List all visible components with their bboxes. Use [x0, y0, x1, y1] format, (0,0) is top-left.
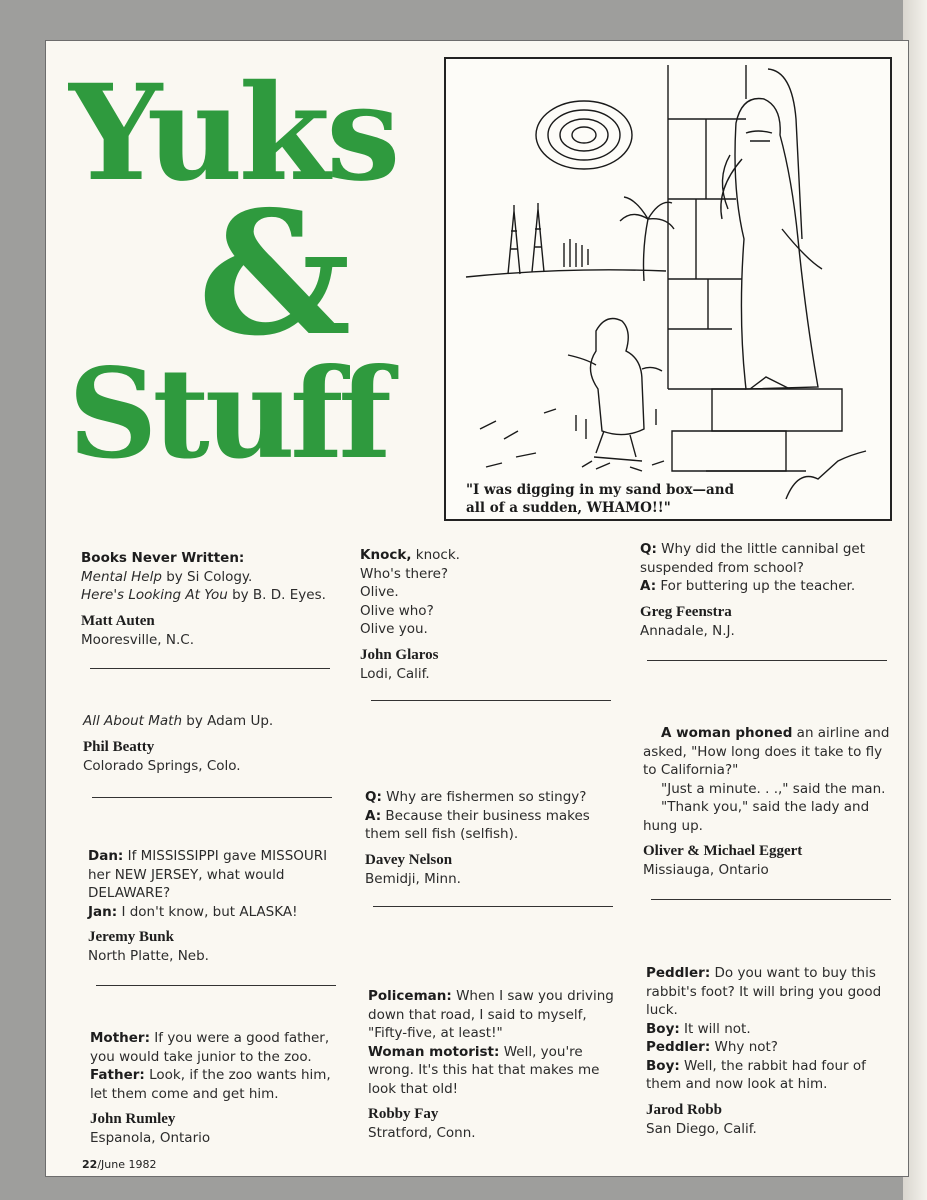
woman-figure — [721, 99, 822, 390]
book-author: by B. D. Eyes. — [227, 587, 326, 603]
caption-line-2: all of a sudden, WHAMO!!" — [466, 500, 671, 516]
speaker-label: Father: — [90, 1067, 145, 1083]
contributor-name: Jeremy Bunk — [88, 929, 174, 945]
magazine-page — [45, 40, 909, 1177]
speaker-label: Policeman: — [368, 988, 452, 1004]
joke-line: Olive who? — [360, 602, 434, 619]
cartoon-drawing — [446, 59, 890, 519]
joke-books-never-written — [81, 549, 343, 649]
divider-rule — [92, 797, 332, 798]
joke-line: Olive. — [360, 584, 399, 600]
speaker-line: Why not? — [710, 1039, 778, 1055]
joke-policeman — [368, 987, 620, 1143]
speaker-label: Jan: — [88, 903, 118, 920]
question-text: Why are fishermen so stingy? — [381, 789, 587, 805]
cartoon-caption — [466, 481, 806, 517]
joke-line: Who's there? — [360, 565, 449, 582]
contributor-location: Bemidji, Minn. — [365, 870, 461, 887]
divider-rule — [90, 668, 330, 669]
page-folio — [82, 1158, 156, 1171]
masthead — [68, 61, 428, 481]
contributor-location: San Diego, Calif. — [646, 1120, 757, 1137]
masthead-ampersand: & — [198, 174, 352, 374]
speaker-line: When I saw you driving down that road, I said to myself, "Fifty-five, at least!" — [368, 988, 614, 1041]
book-title: Mental Help — [81, 568, 162, 585]
palm-tree — [620, 197, 674, 281]
speaker-line: Well, you're wrong. It's this hat that makes me look that old! — [368, 1043, 600, 1097]
debris — [480, 409, 664, 471]
issue-date: /June 1982 — [97, 1158, 157, 1171]
divider-rule — [647, 660, 887, 661]
joke-lead-rest: knock. — [411, 547, 460, 563]
steps — [672, 389, 842, 471]
joke-lead-rest: an airline and asked, "How long does it take to fly to California?" — [643, 725, 890, 778]
masthead-line-yuks: Yuks — [68, 61, 397, 211]
contributor-location: Espanola, Ontario — [90, 1130, 211, 1146]
contributor-name: Phil Beatty — [83, 738, 155, 755]
book-title: Here's Looking At You — [81, 587, 228, 603]
cartoon-panel — [444, 57, 892, 521]
joke-lead: A woman phoned — [661, 725, 793, 741]
divider-rule — [373, 906, 613, 907]
answer-label: A: — [365, 807, 382, 824]
stone-building — [668, 65, 802, 389]
oil-derricks — [508, 203, 588, 274]
contributor-name: John Glaros — [360, 646, 439, 663]
speaker-line: It will not. — [679, 1020, 751, 1037]
speaker-line: If you were a good father, you would take junior to the zoo. — [90, 1030, 330, 1065]
joke-heading: Books Never Written: — [81, 550, 245, 566]
contributor-location: Lodi, Calif. — [360, 665, 430, 682]
question-text: Why did the little cannibal get suspended from school? — [640, 541, 866, 576]
answer-text: For buttering up the teacher. — [656, 578, 856, 594]
masthead-line-stuff: Stuff — [68, 342, 387, 481]
joke-zoo — [90, 1029, 340, 1148]
joke-line: "Thank you," said the lady and hung up. — [643, 799, 870, 834]
contributor-location: North Platte, Neb. — [88, 948, 209, 964]
joke-fishermen — [365, 788, 617, 888]
contributor-location: Colorado Springs, Colo. — [83, 757, 241, 774]
divider-rule — [651, 899, 891, 900]
contributor-name: Jarod Robb — [646, 1101, 722, 1118]
joke-knock-knock — [360, 546, 610, 683]
contributor-name: John Rumley — [90, 1111, 176, 1127]
speaker-label: Peddler: — [646, 965, 711, 981]
contributor-name: Greg Feenstra — [640, 603, 732, 620]
speaker-label: Woman motorist: — [368, 1043, 500, 1060]
speaker-label: Dan: — [88, 848, 124, 864]
joke-cannibal — [640, 540, 890, 640]
contributor-location: Stratford, Conn. — [368, 1125, 476, 1141]
sun-spiral — [536, 101, 632, 169]
answer-label: A: — [640, 578, 657, 594]
answer-text: Because their business makes them sell fish (selfish). — [365, 807, 590, 842]
speaker-label: Mother: — [90, 1030, 150, 1046]
book-author: by Adam Up. — [182, 713, 274, 729]
speaker-label: Peddler: — [646, 1039, 711, 1055]
child-figure — [568, 319, 662, 461]
book-title: All About Math — [83, 713, 183, 729]
joke-all-about-math — [83, 712, 343, 775]
divider-rule — [96, 985, 336, 986]
joke-airline — [643, 724, 897, 880]
speaker-label: Boy: — [646, 1057, 680, 1074]
joke-rabbits-foot — [646, 964, 902, 1138]
joke-line: "Just a minute. . .," said the man. — [661, 780, 886, 797]
speaker-line: Do you want to buy this rabbit's foot? It will bring you good luck. — [646, 965, 882, 1018]
speaker-line: If MISSISSIPPI gave MISSOURI her NEW JERSEY, what would DELAWARE? — [88, 848, 328, 901]
joke-lead: Knock, — [360, 547, 412, 563]
contributor-location: Mooresville, N.C. — [81, 631, 194, 648]
book-author: by Si Cology. — [161, 568, 253, 585]
speaker-label: Boy: — [646, 1020, 680, 1037]
masthead-logo — [68, 61, 428, 481]
joke-line: Olive you. — [360, 621, 428, 637]
contributor-name: Oliver & Michael Eggert — [643, 843, 803, 859]
caption-line-1: "I was digging in my sand box—and — [466, 482, 735, 498]
speaker-line: I don't know, but ALASKA! — [117, 903, 298, 920]
contributor-name: Robby Fay — [368, 1106, 439, 1122]
divider-rule — [371, 700, 611, 701]
speaker-line: Look, if the zoo wants him, let them come and get him. — [90, 1067, 331, 1102]
contributor-name: Matt Auten — [81, 612, 155, 629]
speaker-line: Well, the rabbit had four of them and now look at him. — [646, 1057, 866, 1092]
contributor-location: Missiauga, Ontario — [643, 862, 769, 878]
question-label: Q: — [365, 789, 382, 805]
contributor-location: Annadale, N.J. — [640, 622, 735, 639]
page-number: 22 — [82, 1158, 98, 1171]
contributor-name: Davey Nelson — [365, 851, 453, 868]
horizon-line — [466, 270, 666, 277]
joke-states — [88, 847, 346, 966]
question-label: Q: — [640, 541, 657, 557]
